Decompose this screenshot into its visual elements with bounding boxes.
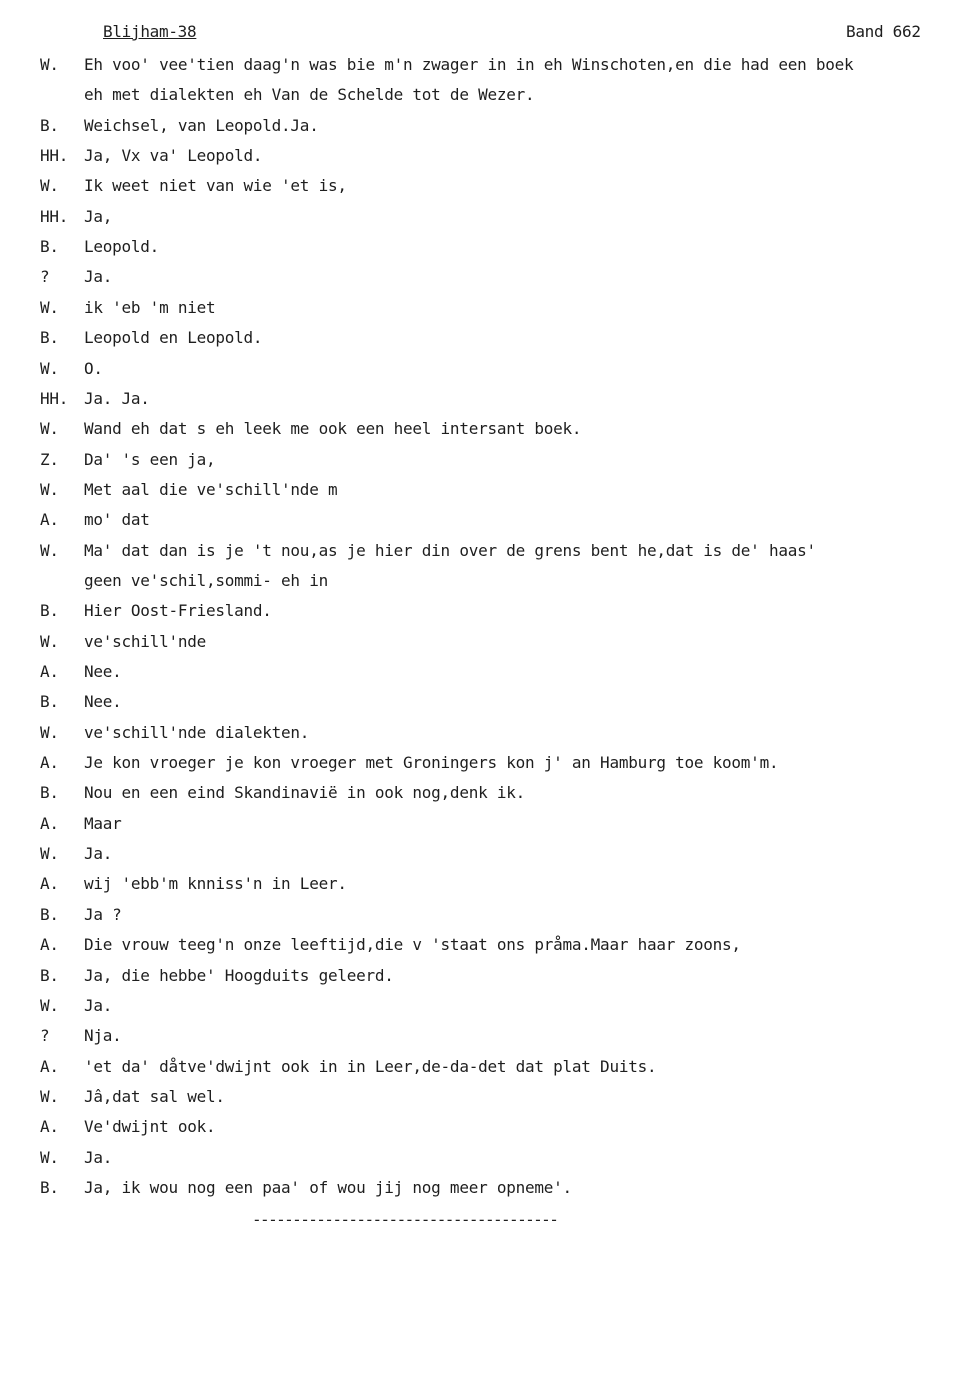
utterance-text: Ja, Vx va' Leopold.	[84, 146, 263, 165]
transcript-line	[0, 449, 973, 471]
utterance-text: Met aal die ve'schill'nde m	[84, 480, 338, 499]
utterance-text: Ja ?	[84, 905, 122, 924]
utterance-text: Weichsel, van Leopold.Ja.	[84, 116, 319, 135]
utterance-text: Nou en een eind Skandinavië in ook nog,denk ik.	[84, 783, 525, 802]
speaker-label: B.	[40, 1178, 59, 1197]
utterance-text: wij 'ebb'm knniss'n in Leer.	[84, 874, 347, 893]
speaker-label: A.	[40, 662, 59, 681]
transcript-line	[0, 54, 973, 76]
speaker-label: ?	[40, 1026, 50, 1045]
utterance-text: Ja.	[84, 1148, 113, 1167]
utterance-text: Ma' dat dan is je 't nou,as je hier din over de grens bent he,dat is de' haas'	[84, 541, 816, 560]
speaker-label: W.	[40, 1148, 59, 1167]
transcript-line	[0, 691, 973, 713]
utterance-text: 'et da' dåtve'dwijnt ook in in Leer,de-da-det dat plat Duits.	[84, 1057, 657, 1076]
speaker-label: B.	[40, 237, 59, 256]
utterance-text: Jâ,dat sal wel.	[84, 1087, 225, 1106]
utterance-text: Leopold.	[84, 237, 160, 256]
utterance-text: Ja.	[84, 844, 113, 863]
utterance-text: Ja,	[84, 207, 113, 226]
closing-rule: --------------------------------------	[252, 1210, 558, 1229]
transcript-line	[0, 206, 973, 228]
speaker-label: W.	[40, 480, 59, 499]
speaker-label: B.	[40, 966, 59, 985]
speaker-label: HH.	[40, 389, 69, 408]
transcript-line	[0, 358, 973, 380]
transcript-line	[0, 722, 973, 744]
utterance-text: Ik weet niet van wie 'et is,	[84, 176, 347, 195]
speaker-label: ?	[40, 267, 50, 286]
speaker-label: HH.	[40, 207, 69, 226]
utterance-text: ve'schill'nde	[84, 632, 206, 651]
transcript-line	[0, 84, 973, 106]
speaker-label: W.	[40, 723, 59, 742]
utterance-text: Nee.	[84, 692, 122, 711]
speaker-label: A.	[40, 1057, 59, 1076]
speaker-label: W.	[40, 298, 59, 317]
transcript-line	[0, 1116, 973, 1138]
header-title: Blijham-38	[103, 22, 197, 41]
transcript-line	[0, 388, 973, 410]
utterance-text: Ja, die hebbe' Hoogduits geleerd.	[84, 966, 394, 985]
transcript-line	[0, 175, 973, 197]
utterance-text: O.	[84, 359, 103, 378]
utterance-text: Ja.	[84, 996, 113, 1015]
utterance-text: Je kon vroeger je kon vroeger met Groningers kon j' an Hamburg toe koom'm.	[84, 753, 779, 772]
speaker-label: B.	[40, 905, 59, 924]
speaker-label: W.	[40, 632, 59, 651]
utterance-text: Ja, ik wou nog een paa' of wou jij nog meer opneme'.	[84, 1178, 572, 1197]
transcript-line	[0, 327, 973, 349]
transcript-line	[0, 145, 973, 167]
transcript-line	[0, 1147, 973, 1169]
speaker-label: W.	[40, 996, 59, 1015]
utterance-text: Leopold en Leopold.	[84, 328, 263, 347]
speaker-label: A.	[40, 814, 59, 833]
speaker-label: Z.	[40, 450, 59, 469]
utterance-text: ik 'eb 'm niet	[84, 298, 216, 317]
transcript-line	[0, 540, 973, 562]
speaker-label: A.	[40, 753, 59, 772]
speaker-label: A.	[40, 935, 59, 954]
transcript-line	[0, 418, 973, 440]
utterance-text: Die vrouw teeg'n onze leeftijd,die v 'staat ons pråma.Maar haar zoons,	[84, 935, 741, 954]
transcript-line	[0, 934, 973, 956]
utterance-text: Hier Oost-Friesland.	[84, 601, 272, 620]
transcript-line	[0, 782, 973, 804]
speaker-label: B.	[40, 328, 59, 347]
utterance-text: Wand eh dat s eh leek me ook een heel intersant boek.	[84, 419, 582, 438]
speaker-label: HH.	[40, 146, 69, 165]
transcript-line	[0, 965, 973, 987]
speaker-label: W.	[40, 55, 59, 74]
utterance-text: Maar	[84, 814, 122, 833]
utterance-text: eh met dialekten eh Van de Schelde tot de Wezer.	[84, 85, 535, 104]
transcript-line	[0, 479, 973, 501]
speaker-label: W.	[40, 359, 59, 378]
speaker-label: W.	[40, 541, 59, 560]
speaker-label: B.	[40, 601, 59, 620]
transcript-line	[0, 236, 973, 258]
speaker-label: W.	[40, 419, 59, 438]
transcript-line	[0, 813, 973, 835]
transcript-line	[0, 570, 973, 592]
utterance-text: mo' dat	[84, 510, 150, 529]
utterance-text: ve'schill'nde dialekten.	[84, 723, 310, 742]
transcript-line	[0, 1056, 973, 1078]
transcript-line	[0, 995, 973, 1017]
utterance-text: geen ve'schil,sommi- eh in	[84, 571, 328, 590]
transcript-line	[0, 904, 973, 926]
utterance-text: Nja.	[84, 1026, 122, 1045]
transcript-line	[0, 873, 973, 895]
transcript-line	[0, 115, 973, 137]
speaker-label: A.	[40, 510, 59, 529]
transcript-line	[0, 752, 973, 774]
utterance-text: Ja.	[84, 267, 113, 286]
utterance-text: Eh voo' vee'tien daag'n was bie m'n zwager in in eh Winschoten,en die had een boek	[84, 55, 854, 74]
transcript-line	[0, 1086, 973, 1108]
transcript-line	[0, 843, 973, 865]
utterance-text: Da' 's een ja,	[84, 450, 216, 469]
speaker-label: W.	[40, 844, 59, 863]
header-band-number: Band 662	[846, 22, 921, 41]
utterance-text: Ja. Ja.	[84, 389, 150, 408]
transcript-line	[0, 631, 973, 653]
transcript-line	[0, 1025, 973, 1047]
speaker-label: B.	[40, 783, 59, 802]
speaker-label: A.	[40, 1117, 59, 1136]
transcript-line	[0, 661, 973, 683]
speaker-label: W.	[40, 176, 59, 195]
transcript-line	[0, 266, 973, 288]
speaker-label: W.	[40, 1087, 59, 1106]
transcript-line	[0, 297, 973, 319]
speaker-label: B.	[40, 692, 59, 711]
transcript-line	[0, 600, 973, 622]
speaker-label: B.	[40, 116, 59, 135]
transcript-line	[0, 509, 973, 531]
utterance-text: Ve'dwijnt ook.	[84, 1117, 216, 1136]
utterance-text: Nee.	[84, 662, 122, 681]
transcript-line	[0, 1177, 973, 1199]
speaker-label: A.	[40, 874, 59, 893]
